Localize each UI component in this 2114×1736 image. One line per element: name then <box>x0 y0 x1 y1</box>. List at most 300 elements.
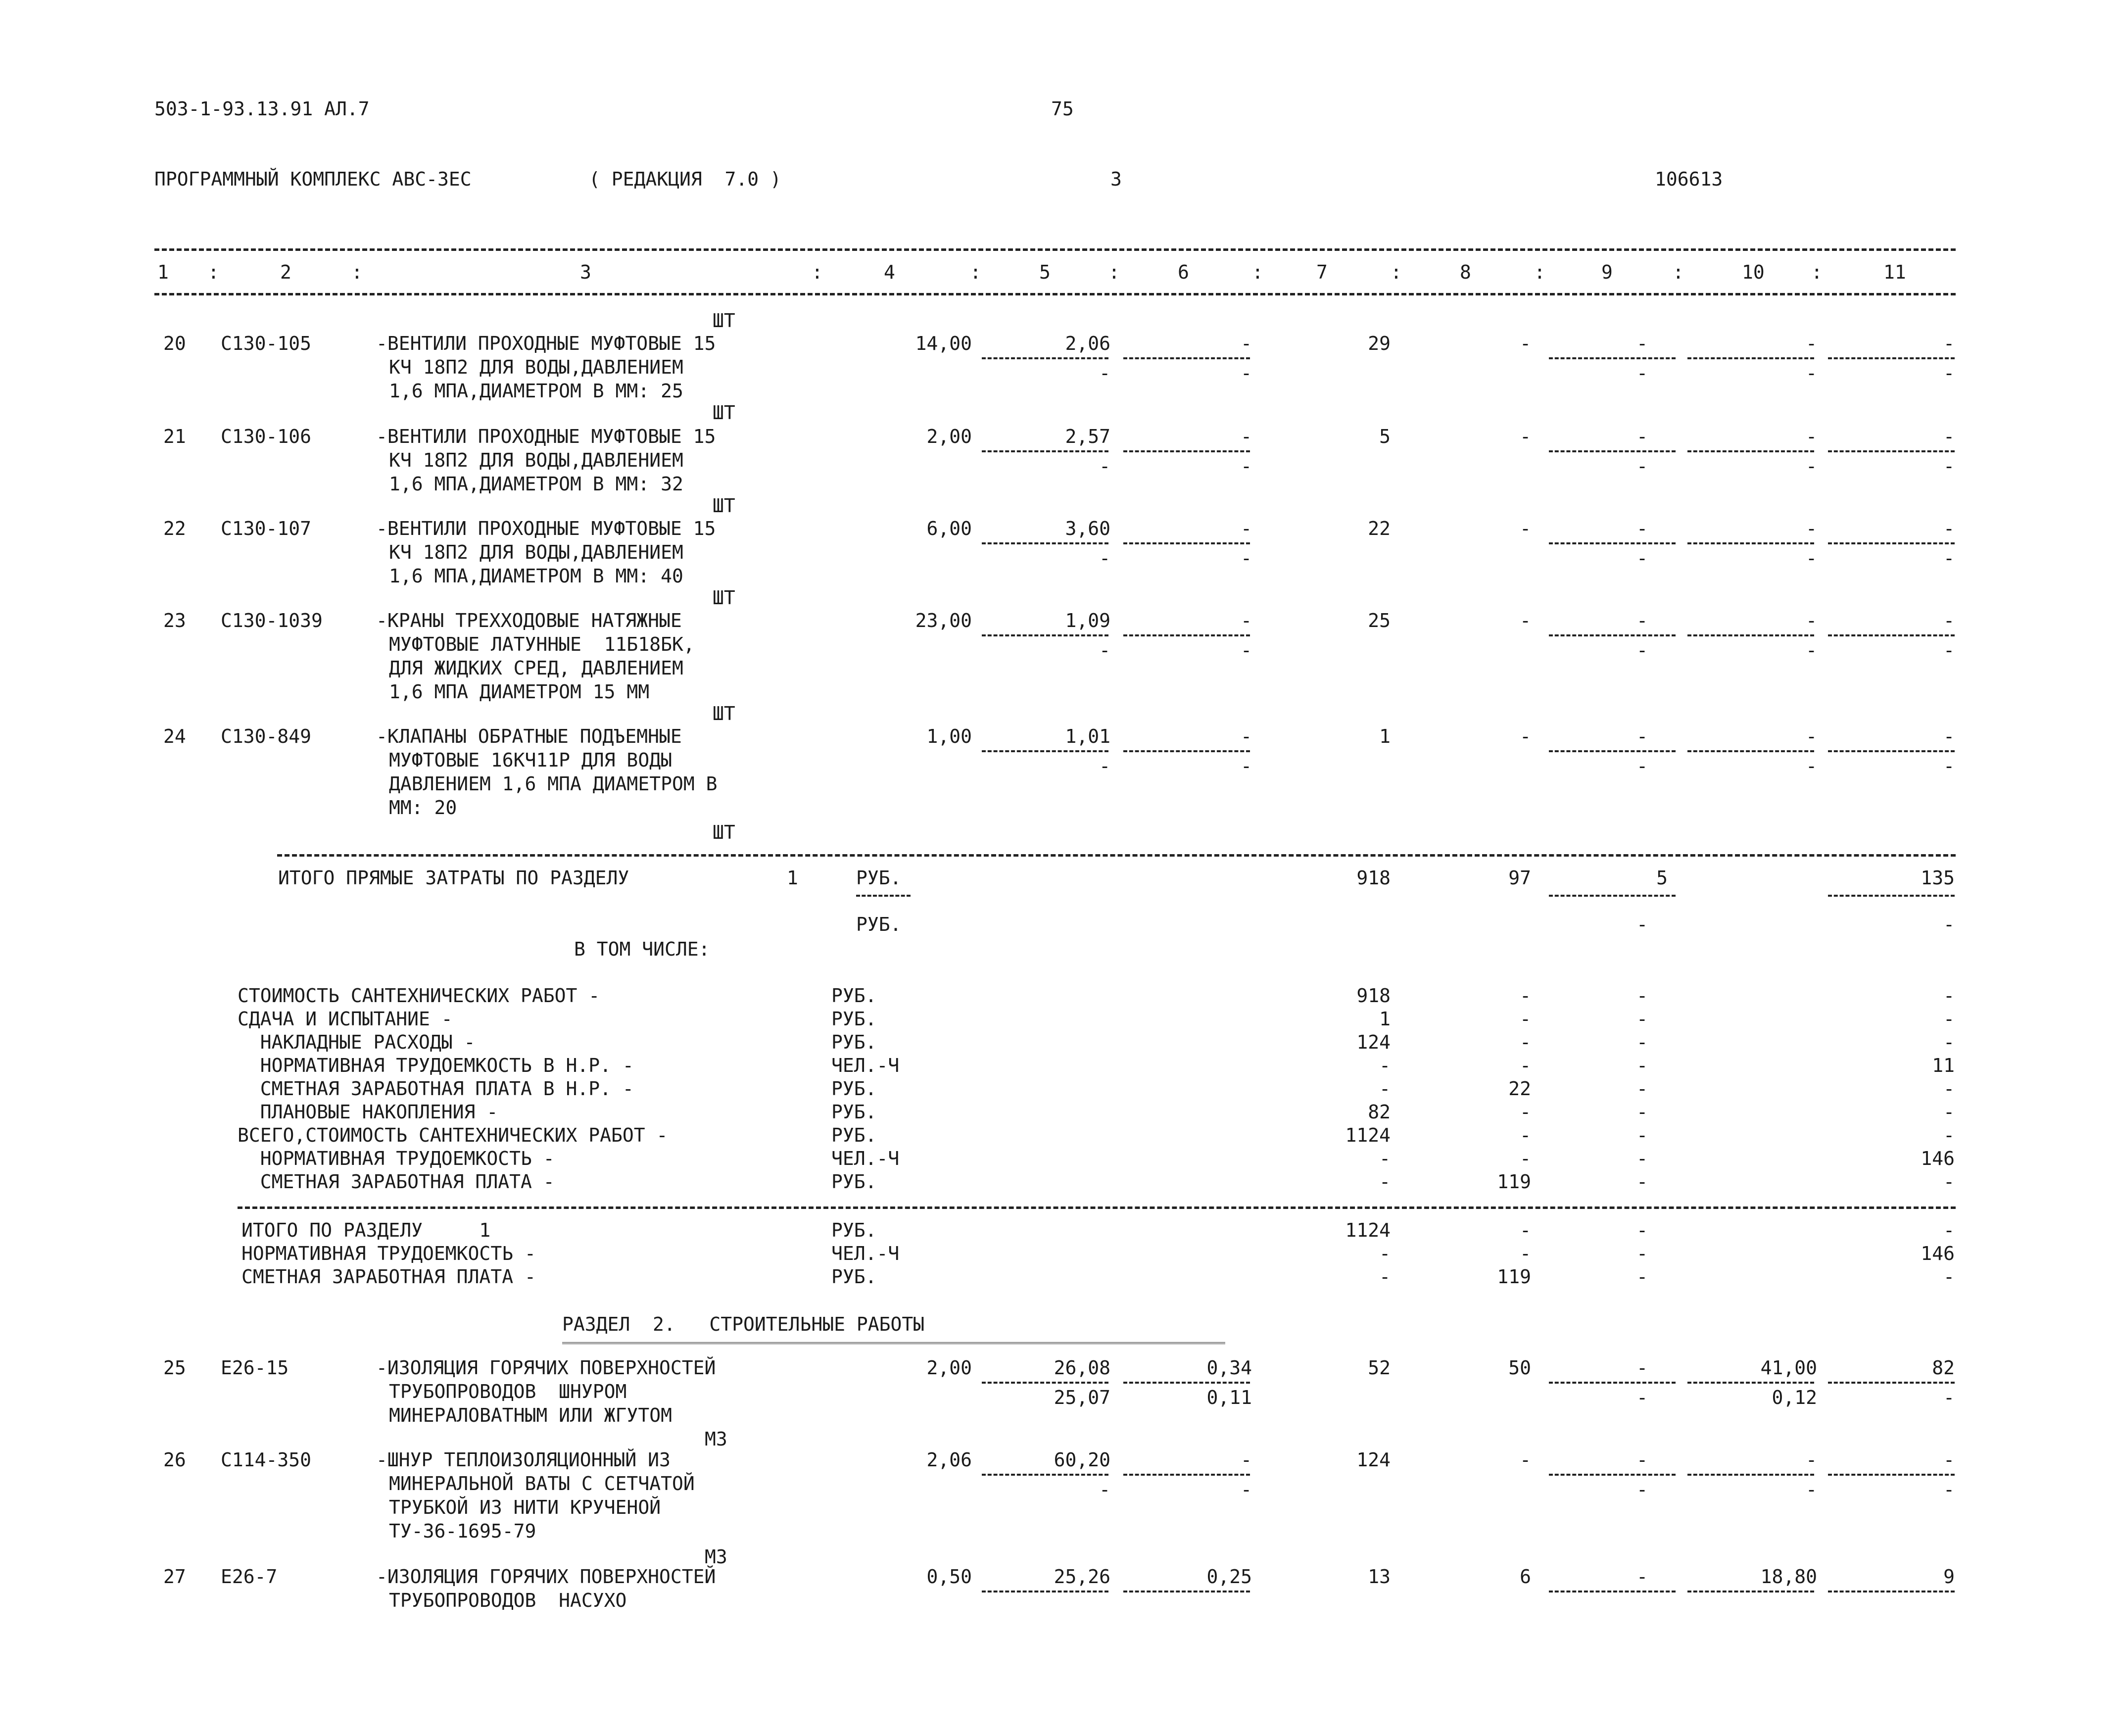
item-quantity: 1,00 <box>926 725 972 747</box>
item-wage-total: - <box>1520 333 1531 354</box>
section-total-number: 1 <box>787 867 798 889</box>
column-separator: : <box>1673 261 1684 283</box>
item-quantity: 2,00 <box>926 1357 972 1379</box>
total-wage: - <box>1520 1243 1531 1264</box>
breakdown-cost: - <box>1379 1078 1391 1100</box>
item-unit-cost: 60,20 <box>1054 1449 1110 1471</box>
item-number: 20 <box>163 333 186 354</box>
item-subrule <box>982 357 1108 359</box>
column-header-3: 3 <box>580 261 591 283</box>
item-subrule <box>1828 542 1955 544</box>
item-labor-unit: - <box>1806 518 1817 539</box>
item-description-line: МИНЕРАЛЬНОЙ ВАТЫ С СЕТЧАТОЙ <box>389 1473 695 1495</box>
breakdown-cost: 918 <box>1356 985 1391 1007</box>
section-total-subrule <box>1828 895 1955 897</box>
item-sub-labor-unit: - <box>1806 755 1817 777</box>
breakdown-label: ПЛАНОВЫЕ НАКОПЛЕНИЯ - <box>238 1101 498 1123</box>
item-subrule <box>1123 450 1250 452</box>
section-total-subrule <box>1549 895 1676 897</box>
item-description-line: -ВЕНТИЛИ ПРОХОДНЫЕ МУФТОВЫЕ 15 <box>376 333 716 354</box>
item-sub-labor-total: - <box>1943 1479 1955 1500</box>
item-subrule <box>1549 357 1676 359</box>
item-subrule <box>1123 1382 1250 1384</box>
item-wage-cost: - <box>1241 1449 1252 1471</box>
item-unit-cost: 2,57 <box>1065 426 1110 447</box>
item-sub-unit-cost: - <box>1099 1479 1110 1500</box>
section-total-sub-machine: - <box>1636 914 1648 935</box>
item-quantity: 6,00 <box>926 518 972 539</box>
column-header-8: 8 <box>1460 261 1471 283</box>
column-separator: : <box>1252 261 1263 283</box>
breakdown-label: НОРМАТИВНАЯ ТРУДОЕМКОСТЬ - <box>238 1148 555 1169</box>
breakdown-label: СМЕТНАЯ ЗАРАБОТНАЯ ПЛАТА В Н.Р. - <box>238 1078 634 1100</box>
breakdown-unit: РУБ. <box>831 1171 877 1193</box>
item-machine-cost: - <box>1636 1357 1648 1379</box>
total-machine: - <box>1636 1219 1648 1241</box>
item-description-line: МИНЕРАЛОВАТНЫМ ИЛИ ЖГУТОМ <box>389 1404 672 1426</box>
breakdown-labor: - <box>1943 1171 1955 1193</box>
breakdown-rule <box>238 1206 1956 1209</box>
breakdown-unit: РУБ. <box>831 1008 877 1030</box>
item-code: Е26-15 <box>221 1357 289 1379</box>
section-total-unit: РУБ. <box>856 867 902 889</box>
item-subrule <box>1549 634 1676 636</box>
item-description-line: КЧ 18П2 ДЛЯ ВОДЫ,ДАВЛЕНИЕМ <box>389 356 683 378</box>
item-code: С130-106 <box>221 426 312 447</box>
item-description-line: -ШНУР ТЕПЛОИЗОЛЯЦИОННЫЙ ИЗ <box>376 1449 671 1471</box>
document-id: 106613 <box>1655 168 1723 190</box>
item-description-line: -ИЗОЛЯЦИЯ ГОРЯЧИХ ПОВЕРХНОСТЕЙ <box>376 1357 716 1379</box>
breakdown-unit: ЧЕЛ.-Ч <box>831 1055 900 1076</box>
item-sub-unit-cost: - <box>1099 455 1110 477</box>
item-subrule <box>1687 1591 1814 1592</box>
breakdown-machine: - <box>1636 985 1648 1007</box>
item-wage-total: - <box>1520 1449 1531 1471</box>
program-name: ПРОГРАММНЫЙ КОМПЛЕКС АВС-3ЕС <box>154 168 472 190</box>
column-header-7: 7 <box>1316 261 1328 283</box>
breakdown-unit: РУБ. <box>831 1031 877 1053</box>
total-label: ИТОГО ПО РАЗДЕЛУ 1 <box>241 1219 491 1241</box>
total-machine: - <box>1636 1243 1648 1264</box>
item-subrule <box>1828 450 1955 452</box>
total-labor: - <box>1943 1266 1955 1288</box>
item-unit-cost: 25,26 <box>1054 1566 1110 1588</box>
item-unit-cost: 1,01 <box>1065 725 1110 747</box>
total-labor: - <box>1943 1219 1955 1241</box>
total-unit: ЧЕЛ.-Ч <box>831 1243 900 1264</box>
column-header-9: 9 <box>1601 261 1613 283</box>
total-cost: - <box>1379 1266 1391 1288</box>
breakdown-labor: - <box>1943 1101 1955 1123</box>
item-unit: М3 <box>705 1428 727 1450</box>
item-code: С130-105 <box>221 333 312 354</box>
item-labor-total: - <box>1943 426 1955 447</box>
item-sub-wage-cost: - <box>1241 362 1252 384</box>
section-total-label: ИТОГО ПРЯМЫЕ ЗАТРАТЫ ПО РАЗДЕЛУ <box>278 867 629 889</box>
item-unit: ШТ <box>713 310 735 332</box>
item-sub-labor-total: - <box>1943 755 1955 777</box>
item-labor-total: 82 <box>1932 1357 1955 1379</box>
item-subrule <box>982 542 1108 544</box>
breakdown-cost: - <box>1379 1148 1391 1169</box>
item-wage-total: - <box>1520 518 1531 539</box>
item-sub-labor-unit: - <box>1806 455 1817 477</box>
item-sub-machine-cost: - <box>1636 362 1648 384</box>
item-description-line: КЧ 18П2 ДЛЯ ВОДЫ,ДАВЛЕНИЕМ <box>389 449 683 471</box>
item-sub-wage-cost: - <box>1241 1479 1252 1500</box>
item-description-line: МУФТОВЫЕ 16КЧ11Р ДЛЯ ВОДЫ <box>389 749 672 771</box>
column-header-1: 1 <box>157 261 169 283</box>
breakdown-unit: РУБ. <box>831 1124 877 1146</box>
item-sub-labor-total: - <box>1943 1387 1955 1408</box>
item-labor-unit: - <box>1806 333 1817 354</box>
item-subrule <box>1123 1474 1250 1476</box>
item-description-line: ТРУБОПРОВОДОВ ШНУРОМ <box>389 1381 627 1402</box>
section-total-wage: 97 <box>1508 867 1531 889</box>
item-total-cost: 29 <box>1368 333 1391 354</box>
item-labor-total: - <box>1943 725 1955 747</box>
total-labor: 146 <box>1921 1243 1955 1264</box>
total-wage: - <box>1520 1219 1531 1241</box>
item-sub-unit-cost: 25,07 <box>1054 1387 1110 1408</box>
item-unit-cost: 3,60 <box>1065 518 1110 539</box>
breakdown-machine: - <box>1636 1171 1648 1193</box>
item-subrule <box>1549 750 1676 752</box>
breakdown-unit: РУБ. <box>831 985 877 1007</box>
item-sub-machine-cost: - <box>1636 1479 1648 1500</box>
item-unit-cost: 2,06 <box>1065 333 1110 354</box>
item-unit: ШТ <box>713 495 735 517</box>
item-total-cost: 25 <box>1368 610 1391 631</box>
item-description-line: КЧ 18П2 ДЛЯ ВОДЫ,ДАВЛЕНИЕМ <box>389 541 683 563</box>
item-quantity: 23,00 <box>915 610 972 631</box>
breakdown-unit: РУБ. <box>831 1101 877 1123</box>
part-number: 3 <box>1110 168 1122 190</box>
item-subrule <box>1687 357 1814 359</box>
column-header-2: 2 <box>280 261 291 283</box>
item-wage-total: 50 <box>1508 1357 1531 1379</box>
item-labor-unit: 41,00 <box>1760 1357 1817 1379</box>
item-subrule <box>1123 1591 1250 1592</box>
item-wage-cost: 0,34 <box>1206 1357 1252 1379</box>
breakdown-wage: 22 <box>1508 1078 1531 1100</box>
item-number: 25 <box>163 1357 186 1379</box>
breakdown-wage: - <box>1520 1148 1531 1169</box>
item-labor-total: - <box>1943 610 1955 631</box>
item-sub-labor-total: - <box>1943 639 1955 661</box>
item-sub-labor-unit: - <box>1806 1479 1817 1500</box>
breakdown-cost: 1124 <box>1345 1124 1391 1146</box>
item-sub-wage-cost: - <box>1241 639 1252 661</box>
item-wage-cost: - <box>1241 333 1252 354</box>
item-subrule <box>1828 1591 1955 1592</box>
section2-title: РАЗДЕЛ 2. СТРОИТЕЛЬНЫЕ РАБОТЫ <box>562 1313 925 1335</box>
item-number: 22 <box>163 518 186 539</box>
item-machine-cost: - <box>1636 1449 1648 1471</box>
total-label: НОРМАТИВНАЯ ТРУДОЕМКОСТЬ - <box>241 1243 536 1264</box>
column-header-11: 11 <box>1883 261 1906 283</box>
breakdown-labor: 146 <box>1921 1148 1955 1169</box>
item-subrule <box>1549 1591 1676 1592</box>
item-subrule <box>1828 750 1955 752</box>
section-total-machine: 5 <box>1656 867 1668 889</box>
item-description-line: 1,6 МПА,ДИАМЕТРОМ В ММ: 40 <box>389 565 683 587</box>
item-code: С130-1039 <box>221 610 323 631</box>
item-description-line: -ИЗОЛЯЦИЯ ГОРЯЧИХ ПОВЕРХНОСТЕЙ <box>376 1566 716 1588</box>
item-sub-unit-cost: - <box>1099 755 1110 777</box>
item-quantity: 2,06 <box>926 1449 972 1471</box>
total-machine: - <box>1636 1266 1648 1288</box>
item-subrule <box>1828 634 1955 636</box>
item-number: 27 <box>163 1566 186 1588</box>
item-sub-machine-cost: - <box>1636 455 1648 477</box>
section-total-unit: РУБ. <box>856 914 902 935</box>
item-unit: ШТ <box>713 703 735 724</box>
item-sub-machine-cost: - <box>1636 1387 1648 1408</box>
item-sub-labor-unit: - <box>1806 639 1817 661</box>
item-quantity: 2,00 <box>926 426 972 447</box>
breakdown-label: НОРМАТИВНАЯ ТРУДОЕМКОСТЬ В Н.Р. - <box>238 1055 634 1076</box>
item-subrule <box>1549 1474 1676 1476</box>
item-subrule <box>1687 634 1814 636</box>
item-description-line: -КЛАПАНЫ ОБРАТНЫЕ ПОДЪЕМНЫЕ <box>376 725 682 747</box>
item-number: 21 <box>163 426 186 447</box>
breakdown-labor: - <box>1943 1124 1955 1146</box>
item-number: 24 <box>163 725 186 747</box>
item-sub-wage-cost: - <box>1241 547 1252 569</box>
section2-title-underline <box>562 1342 1225 1344</box>
item-machine-cost: - <box>1636 426 1648 447</box>
column-separator: : <box>1534 261 1545 283</box>
item-number: 23 <box>163 610 186 631</box>
item-sub-labor-unit: - <box>1806 547 1817 569</box>
column-separator: : <box>970 261 981 283</box>
item-description-line: ТРУБКОЙ ИЗ НИТИ КРУЧЕНОЙ <box>389 1496 661 1518</box>
item-labor-total: - <box>1943 518 1955 539</box>
item-total-cost: 22 <box>1368 518 1391 539</box>
column-header-10: 10 <box>1742 261 1765 283</box>
column-separator: : <box>1391 261 1402 283</box>
item-subrule <box>1123 634 1250 636</box>
item-subrule <box>1549 450 1676 452</box>
item-unit: ШТ <box>713 587 735 609</box>
item-description-line: 1,6 МПА,ДИАМЕТРОМ В ММ: 32 <box>389 473 683 495</box>
item-sub-labor-total: - <box>1943 362 1955 384</box>
item-subrule <box>982 450 1108 452</box>
item-description-line: -КРАНЫ ТРЕХХОДОВЫЕ НАТЯЖНЫЕ <box>376 610 682 631</box>
item-unit-cost: 26,08 <box>1054 1357 1110 1379</box>
item-subrule <box>982 634 1108 636</box>
item-wage-total: 6 <box>1520 1566 1531 1588</box>
section-total-subrule <box>856 895 911 897</box>
item-labor-unit: 18,80 <box>1760 1566 1817 1588</box>
section-total-cost: 918 <box>1356 867 1391 889</box>
item-subrule <box>1828 1382 1955 1384</box>
item-unit: М3 <box>705 1546 727 1568</box>
item-wage-cost: 0,25 <box>1206 1566 1252 1588</box>
section-including-label: В ТОМ ЧИСЛЕ: <box>574 938 710 960</box>
item-code: С130-849 <box>221 725 312 747</box>
item-labor-total: - <box>1943 333 1955 354</box>
column-separator: : <box>812 261 823 283</box>
column-separator: : <box>1108 261 1120 283</box>
total-wage: 119 <box>1497 1266 1531 1288</box>
item-labor-unit: - <box>1806 1449 1817 1471</box>
breakdown-wage: - <box>1520 1124 1531 1146</box>
item-unit: ШТ <box>713 821 735 843</box>
breakdown-cost: - <box>1379 1055 1391 1076</box>
item-subrule <box>982 1474 1108 1476</box>
breakdown-machine: - <box>1636 1148 1648 1169</box>
section-total-sub-labor: - <box>1943 914 1955 935</box>
column-separator: : <box>208 261 219 283</box>
item-total-cost: 1 <box>1379 725 1391 747</box>
item-subrule <box>982 1591 1108 1592</box>
item-subrule <box>1687 542 1814 544</box>
item-code: С130-107 <box>221 518 312 539</box>
program-edition: ( РЕДАКЦИЯ 7.0 ) <box>589 168 781 190</box>
item-sub-labor-unit: 0,12 <box>1772 1387 1817 1408</box>
item-labor-unit: - <box>1806 725 1817 747</box>
item-labor-unit: - <box>1806 426 1817 447</box>
breakdown-label: СМЕТНАЯ ЗАРАБОТНАЯ ПЛАТА - <box>238 1171 555 1193</box>
breakdown-wage: - <box>1520 1008 1531 1030</box>
item-subrule <box>1687 750 1814 752</box>
item-subrule <box>1549 1382 1676 1384</box>
item-sub-unit-cost: - <box>1099 547 1110 569</box>
item-labor-total: 9 <box>1943 1566 1955 1588</box>
item-quantity: 14,00 <box>915 333 972 354</box>
column-header-4: 4 <box>884 261 895 283</box>
item-description-line: ТРУБОПРОВОДОВ НАСУХО <box>389 1590 627 1611</box>
item-sub-labor-unit: - <box>1806 362 1817 384</box>
header-rule-bottom <box>154 293 1956 295</box>
breakdown-cost: 124 <box>1356 1031 1391 1053</box>
item-sub-wage-cost: - <box>1241 455 1252 477</box>
item-description-line: ТУ-36-1695-79 <box>389 1520 536 1542</box>
item-description-line: 1,6 МПА ДИАМЕТРОМ 15 ММ <box>389 681 650 703</box>
column-header-6: 6 <box>1178 261 1189 283</box>
total-cost: - <box>1379 1243 1391 1264</box>
item-wage-cost: - <box>1241 518 1252 539</box>
breakdown-machine: - <box>1636 1031 1648 1053</box>
column-separator: : <box>1811 261 1823 283</box>
item-unit: ШТ <box>713 402 735 424</box>
breakdown-machine: - <box>1636 1055 1648 1076</box>
item-wage-total: - <box>1520 725 1531 747</box>
item-code: С114-350 <box>221 1449 312 1471</box>
column-separator: : <box>351 261 363 283</box>
item-sub-machine-cost: - <box>1636 755 1648 777</box>
item-total-cost: 13 <box>1368 1566 1391 1588</box>
breakdown-cost: 82 <box>1368 1101 1391 1123</box>
breakdown-machine: - <box>1636 1101 1648 1123</box>
item-sub-labor-total: - <box>1943 455 1955 477</box>
item-machine-cost: - <box>1636 610 1648 631</box>
breakdown-labor: 11 <box>1932 1055 1955 1076</box>
breakdown-label: СТОИМОСТЬ САНТЕХНИЧЕСКИХ РАБОТ - <box>238 985 600 1007</box>
item-description-line: ДАВЛЕНИЕМ 1,6 МПА ДИАМЕТРОМ В <box>389 773 718 795</box>
item-wage-total: - <box>1520 610 1531 631</box>
breakdown-label: НАКЛАДНЫЕ РАСХОДЫ - <box>238 1031 476 1053</box>
item-wage-cost: - <box>1241 725 1252 747</box>
item-description-line: МУФТОВЫЕ ЛАТУННЫЕ 11Б18БК, <box>389 633 695 655</box>
item-sub-wage-cost: 0,11 <box>1206 1387 1252 1408</box>
breakdown-wage: 119 <box>1497 1171 1531 1193</box>
item-labor-unit: - <box>1806 610 1817 631</box>
breakdown-label: СДАЧА И ИСПЫТАНИЕ - <box>238 1008 453 1030</box>
breakdown-wage: - <box>1520 1031 1531 1053</box>
breakdown-wage: - <box>1520 1055 1531 1076</box>
item-description-line: -ВЕНТИЛИ ПРОХОДНЫЕ МУФТОВЫЕ 15 <box>376 426 716 447</box>
breakdown-unit: РУБ. <box>831 1078 877 1100</box>
item-subrule <box>1123 357 1250 359</box>
item-machine-cost: - <box>1636 333 1648 354</box>
item-description-line: -ВЕНТИЛИ ПРОХОДНЫЕ МУФТОВЫЕ 15 <box>376 518 716 539</box>
item-sub-unit-cost: - <box>1099 362 1110 384</box>
item-subrule <box>982 750 1108 752</box>
page-number: 75 <box>1051 98 1074 120</box>
breakdown-cost: 1 <box>1379 1008 1391 1030</box>
item-total-cost: 52 <box>1368 1357 1391 1379</box>
item-subrule <box>1549 542 1676 544</box>
breakdown-wage: - <box>1520 985 1531 1007</box>
item-unit-cost: 1,09 <box>1065 610 1110 631</box>
item-subrule <box>982 1382 1108 1384</box>
item-wage-total: - <box>1520 426 1531 447</box>
item-subrule <box>1828 1474 1955 1476</box>
item-machine-cost: - <box>1636 518 1648 539</box>
item-subrule <box>1687 450 1814 452</box>
total-unit: РУБ. <box>831 1266 877 1288</box>
item-subrule <box>1687 1474 1814 1476</box>
item-quantity: 0,50 <box>926 1566 972 1588</box>
breakdown-labor: - <box>1943 1031 1955 1053</box>
item-description-line: 1,6 МПА,ДИАМЕТРОМ В ММ: 25 <box>389 380 683 402</box>
item-subrule <box>1828 357 1955 359</box>
header-rule-top <box>154 248 1956 251</box>
breakdown-labor: - <box>1943 985 1955 1007</box>
item-subrule <box>1123 750 1250 752</box>
item-subrule <box>1687 1382 1814 1384</box>
item-total-cost: 124 <box>1356 1449 1391 1471</box>
breakdown-machine: - <box>1636 1008 1648 1030</box>
item-subrule <box>1123 542 1250 544</box>
total-label: СМЕТНАЯ ЗАРАБОТНАЯ ПЛАТА - <box>241 1266 536 1288</box>
item-machine-cost: - <box>1636 1566 1648 1588</box>
breakdown-machine: - <box>1636 1124 1648 1146</box>
breakdown-label: ВСЕГО,СТОИМОСТЬ САНТЕХНИЧЕСКИХ РАБОТ - <box>238 1124 668 1146</box>
item-wage-cost: - <box>1241 426 1252 447</box>
item-description-line: ДЛЯ ЖИДКИХ СРЕД, ДАВЛЕНИЕМ <box>389 657 683 679</box>
column-header-5: 5 <box>1039 261 1051 283</box>
total-cost: 1124 <box>1345 1219 1391 1241</box>
breakdown-machine: - <box>1636 1078 1648 1100</box>
breakdown-labor: - <box>1943 1078 1955 1100</box>
total-rule <box>277 854 1956 857</box>
breakdown-unit: ЧЕЛ.-Ч <box>831 1148 900 1169</box>
item-machine-cost: - <box>1636 725 1648 747</box>
breakdown-wage: - <box>1520 1101 1531 1123</box>
item-sub-machine-cost: - <box>1636 547 1648 569</box>
item-number: 26 <box>163 1449 186 1471</box>
item-labor-total: - <box>1943 1449 1955 1471</box>
item-sub-machine-cost: - <box>1636 639 1648 661</box>
item-wage-cost: - <box>1241 610 1252 631</box>
item-description-line: ММ: 20 <box>389 797 457 819</box>
breakdown-cost: - <box>1379 1171 1391 1193</box>
item-sub-labor-total: - <box>1943 547 1955 569</box>
